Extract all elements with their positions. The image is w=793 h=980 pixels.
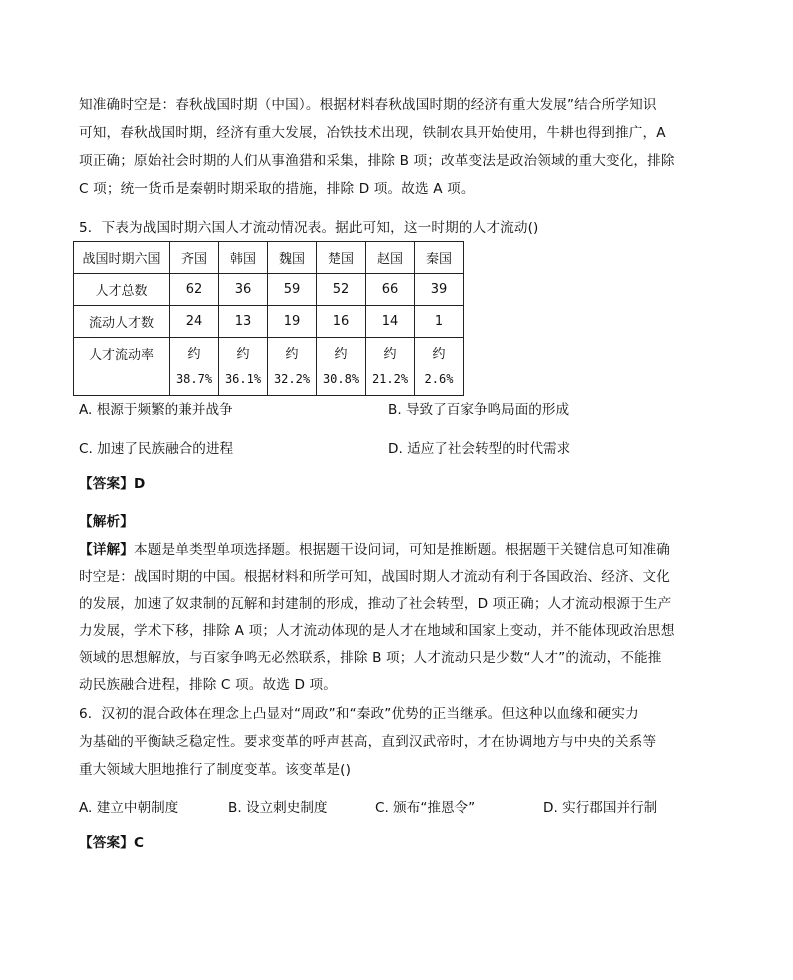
- table-cell: 62: [170, 274, 219, 306]
- answer-tag: 【答案】: [79, 476, 134, 492]
- paragraph-line: 可知，春秋战国时期，经济有重大发展，冶铁技术出现，铁制农具开始使用，牛耕也得到推广，A: [79, 125, 666, 141]
- rate-value: 32.2%: [273, 371, 311, 386]
- rate-value: 36.1%: [224, 371, 262, 386]
- table-cell: 24: [170, 306, 219, 338]
- table-cell: 韩国: [219, 242, 268, 274]
- rate-prefix: 约: [187, 346, 201, 362]
- question-6-line: 为基础的平衡缺乏稳定性。要求变革的呼声甚高，直到汉武帝时，才在协调地方与中央的关系等: [79, 734, 657, 750]
- option-c: C. 加速了民族融合的进程: [79, 441, 234, 457]
- q6-option-c: C. 颁布“推恩令”: [375, 800, 476, 816]
- table-cell: 秦国: [415, 242, 464, 274]
- detail-text: 本题是单类型单项选择题。根据题干设问词，可知是推断题。根据题干关键信息可知准确: [133, 542, 670, 558]
- q6-answer-line: [79, 833, 144, 853]
- table-cell: 1: [415, 306, 464, 338]
- question-6-line: 重大领域大胆地推行了制度变革。该变革是(): [79, 762, 352, 778]
- table-cell: 59: [268, 274, 317, 306]
- detail-line: 动民族融合进程，排除 C 项。故选 D 项。: [79, 677, 338, 693]
- answer-value: D: [133, 476, 146, 492]
- paragraph-line: 项正确；原始社会时期的人们从事渔猎和采集，排除 B 项；改革变法是政治领域的重大变化，排除: [79, 153, 675, 169]
- table-cell: 楚国: [317, 242, 366, 274]
- table-row: [74, 274, 464, 306]
- table-cell: [219, 338, 268, 396]
- q6-option-a: A. 建立中朝制度: [79, 800, 179, 816]
- talent-flow-table: [73, 241, 464, 396]
- rate-prefix: 约: [236, 346, 250, 362]
- rate-value: 21.2%: [371, 371, 409, 386]
- option-d: D. 适应了社会转型的时代需求: [388, 441, 571, 457]
- table-cell: 人才总数: [74, 274, 170, 306]
- analysis-tag: 【解析】: [79, 514, 134, 530]
- table-cell: 66: [366, 274, 415, 306]
- detail-line: [79, 540, 670, 560]
- rate-value: 2.6%: [424, 371, 454, 386]
- table-row: [74, 306, 464, 338]
- table-cell: 人才流动率: [74, 338, 170, 396]
- table-cell: 13: [219, 306, 268, 338]
- table-cell: 流动人才数: [74, 306, 170, 338]
- table-cell: [415, 338, 464, 396]
- option-a: A. 根源于频繁的兼并战争: [79, 402, 233, 418]
- table-row: [74, 338, 464, 396]
- table-cell: [170, 338, 219, 396]
- detail-tag: 【详解】: [79, 542, 134, 558]
- rate-prefix: 约: [432, 346, 446, 362]
- detail-line: 的发展，加速了奴隶制的瓦解和封建制的形成，推动了社会转型，D 项正确；人才流动根源于生产: [79, 596, 672, 612]
- table-cell: 52: [317, 274, 366, 306]
- rate-value: 30.8%: [322, 371, 360, 386]
- rate-value: 38.7%: [175, 371, 213, 386]
- paragraph-line: C 项；统一货币是秦朝时期采取的措施，排除 D 项。故选 A 项。: [79, 181, 475, 197]
- question-6-line: 6．汉初的混合政体在理念上凸显对“周政”和“秦政”优势的正当继承。但这种以血缘和硬实力: [79, 706, 639, 722]
- table-cell: 36: [219, 274, 268, 306]
- table-cell: 齐国: [170, 242, 219, 274]
- question-5-stem: 5．下表为战国时期六国人才流动情况表。据此可知，这一时期的人才流动(): [79, 220, 539, 236]
- table-cell: [317, 338, 366, 396]
- table-cell: 39: [415, 274, 464, 306]
- table-cell: 19: [268, 306, 317, 338]
- rate-prefix: 约: [334, 346, 348, 362]
- detail-line: 力发展，学术下移，排除 A 项；人才流动体现的是人才在地域和国家上变动，并不能体现政治思想: [79, 623, 675, 639]
- rate-prefix: 约: [285, 346, 299, 362]
- option-b: B. 导致了百家争鸣局面的形成: [388, 402, 570, 418]
- table-cell: [268, 338, 317, 396]
- table-cell: [366, 338, 415, 396]
- rate-prefix: 约: [383, 346, 397, 362]
- answer-tag: 【答案】: [79, 835, 134, 851]
- answer-value: C: [133, 835, 145, 851]
- table-cell: 战国时期六国: [74, 242, 170, 274]
- answer-line: [79, 474, 145, 494]
- table-header-row: [74, 242, 464, 274]
- table-cell: 赵国: [366, 242, 415, 274]
- detail-line: 领域的思想解放，与百家争鸣无必然联系，排除 B 项；人才流动只是少数“人才”的流动，不能推: [79, 650, 662, 666]
- q6-option-d: D. 实行郡国并行制: [543, 800, 658, 816]
- q6-option-b: B. 设立刺史制度: [228, 800, 328, 816]
- table-cell: 魏国: [268, 242, 317, 274]
- detail-line: 时空是：战国时期的中国。根据材料和所学可知，战国时期人才流动有利于各国政治、经济、文化: [79, 569, 670, 585]
- paragraph-line: 知准确时空是：春秋战国时期（中国）。根据材料春秋战国时期的经济有重大发展”结合所学知识: [79, 97, 657, 113]
- table-cell: 14: [366, 306, 415, 338]
- table-cell: 16: [317, 306, 366, 338]
